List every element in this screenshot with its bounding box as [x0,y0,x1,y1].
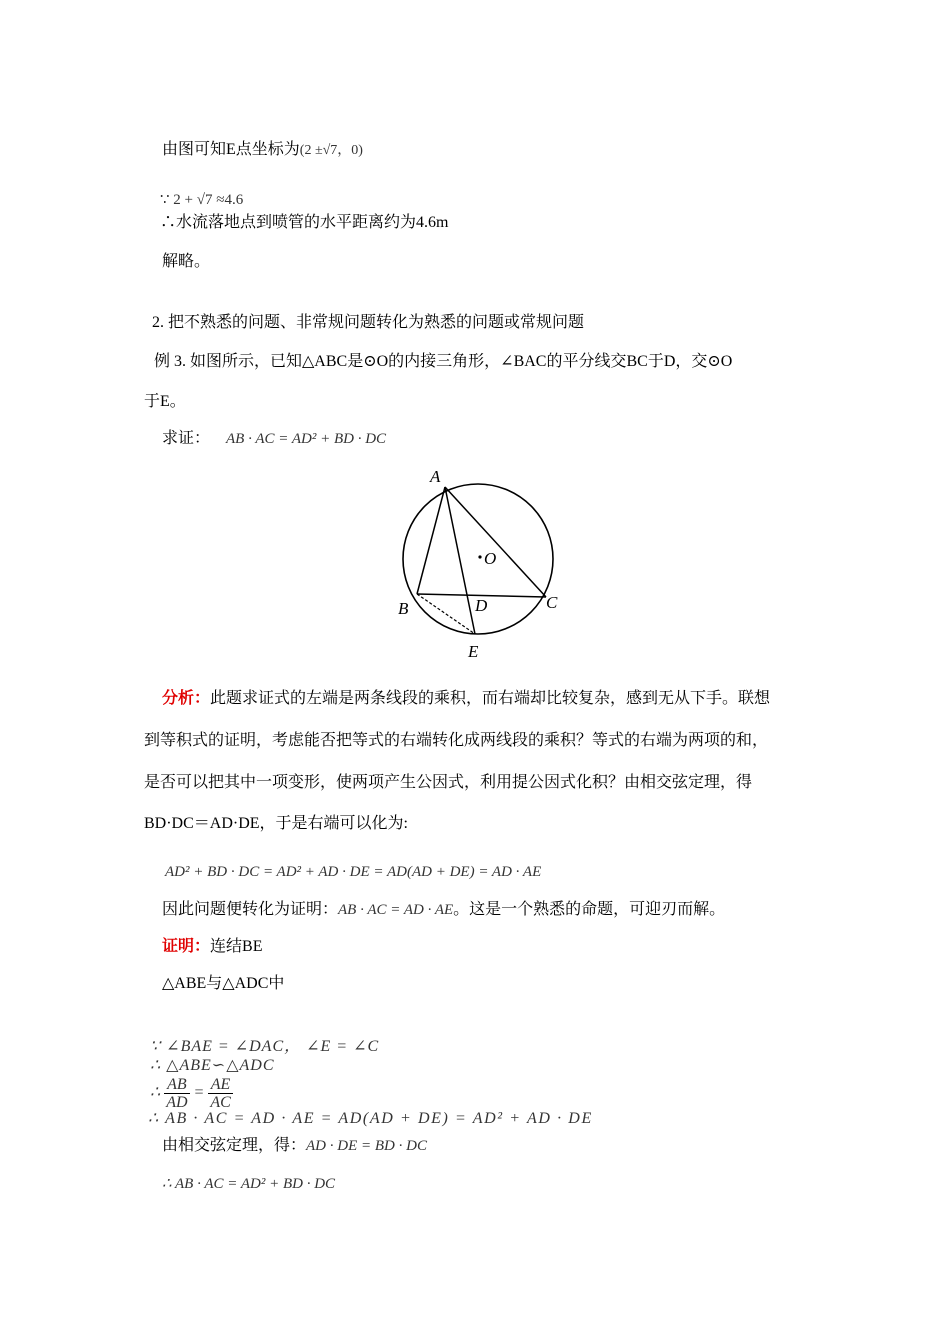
proof-step-2: ∴ △ABE∽△ADC [150,1057,275,1074]
line-e-coordinate [162,140,363,161]
example-3-line1: 例 3. 如图所示，已知△ABC是⊙O的内接三角形，∠BAC的平分线交BC于D，交⊙O [154,353,733,370]
conclusion-line: ∴ AB · AC = AD² + BD · DC [162,1176,336,1192]
label-c: C [546,593,558,612]
fraction-ae-ac: $\frac{AE}{AC}$ [210,1076,231,1111]
proof-step-1: ∵ ∠BAE = ∠DAC， ∠E = ∠C [150,1038,380,1055]
segment-ab [417,487,445,594]
therefore-text: 因此问题便转化为证明： [162,901,339,918]
analysis-line4: BD·DC＝AD·DE，于是右端可以化为: [144,815,408,832]
therefore-distance-line: ∴水流落地点到喷管的水平距离约为4.6m [160,214,449,231]
therefore-line [162,900,725,920]
therefore-equation: AB · AC = AD · AE [338,902,454,918]
label-a: A [430,467,441,486]
analysis-line2: 到等积式的证明，考虑能否把等式的右端转化成两线段的乘积？等式的右端为两项的和， [144,732,769,749]
prove-line [162,429,386,449]
proof-step-3 [150,1076,233,1111]
analysis-text-1: 此题求证式的左端是两条线段的乘积，而右端却比较复杂，感到无从下手。联想 [210,690,771,707]
analysis-label: 分析： [162,690,211,707]
triangles-line: △ABE与△ADC中 [162,975,285,992]
segment-ac [445,487,546,597]
label-d: D [475,596,488,615]
analysis-line1 [162,689,770,709]
label-b: B [398,599,409,618]
proof-connect: 连结BE [210,938,263,955]
center-point [478,555,481,558]
proof-line [162,937,262,957]
proof-step-4: ∴ AB · AC = AD · AE = AD(AD + DE) = AD² + AD · DE [148,1110,593,1127]
label-o: O [484,549,497,568]
segment-ae [445,487,475,634]
chord-line [162,1136,427,1156]
section-2-heading: 2. 把不熟悉的问题、非常规问题转化为熟悉的问题或常规问题 [152,314,585,331]
fraction-ab-ad: $\frac{AB}{AD}$ [166,1076,188,1111]
chord-text: 由相交弦定理，得： [162,1137,307,1154]
solution-omitted: 解略。 [162,253,211,270]
segment-be-dashed [417,594,475,634]
analysis-line3: 是否可以把其中一项变形，使两项产生公因式，利用提公因式化积？由相交弦定理，得 [144,774,753,791]
example-3-line2: 于E。 [144,393,186,410]
line-e-math: (2 ±√7，0) [299,143,363,158]
because-line: ∵ 2 + √7 ≈4.6 [160,192,244,208]
therefore-tail: 。这是一个熟悉的命题，可迎刃而解。 [453,901,726,918]
line-e-text: 由图可知E点坐标为 [162,141,300,158]
prove-label: 求证： [162,430,211,447]
prove-equation: AB · AC = AD² + BD · DC [226,431,387,447]
circle-figure [390,462,570,662]
equals-sign: = [193,1084,205,1102]
label-e: E [468,642,479,661]
proof-label: 证明： [162,938,211,955]
chord-equation: AD · DE = BD · DC [306,1138,427,1154]
step3-prefix: ∴ [150,1084,161,1102]
transform-equation: AD² + BD · DC = AD² + AD · DE = AD(AD + DE) = AD · AE [165,864,542,880]
